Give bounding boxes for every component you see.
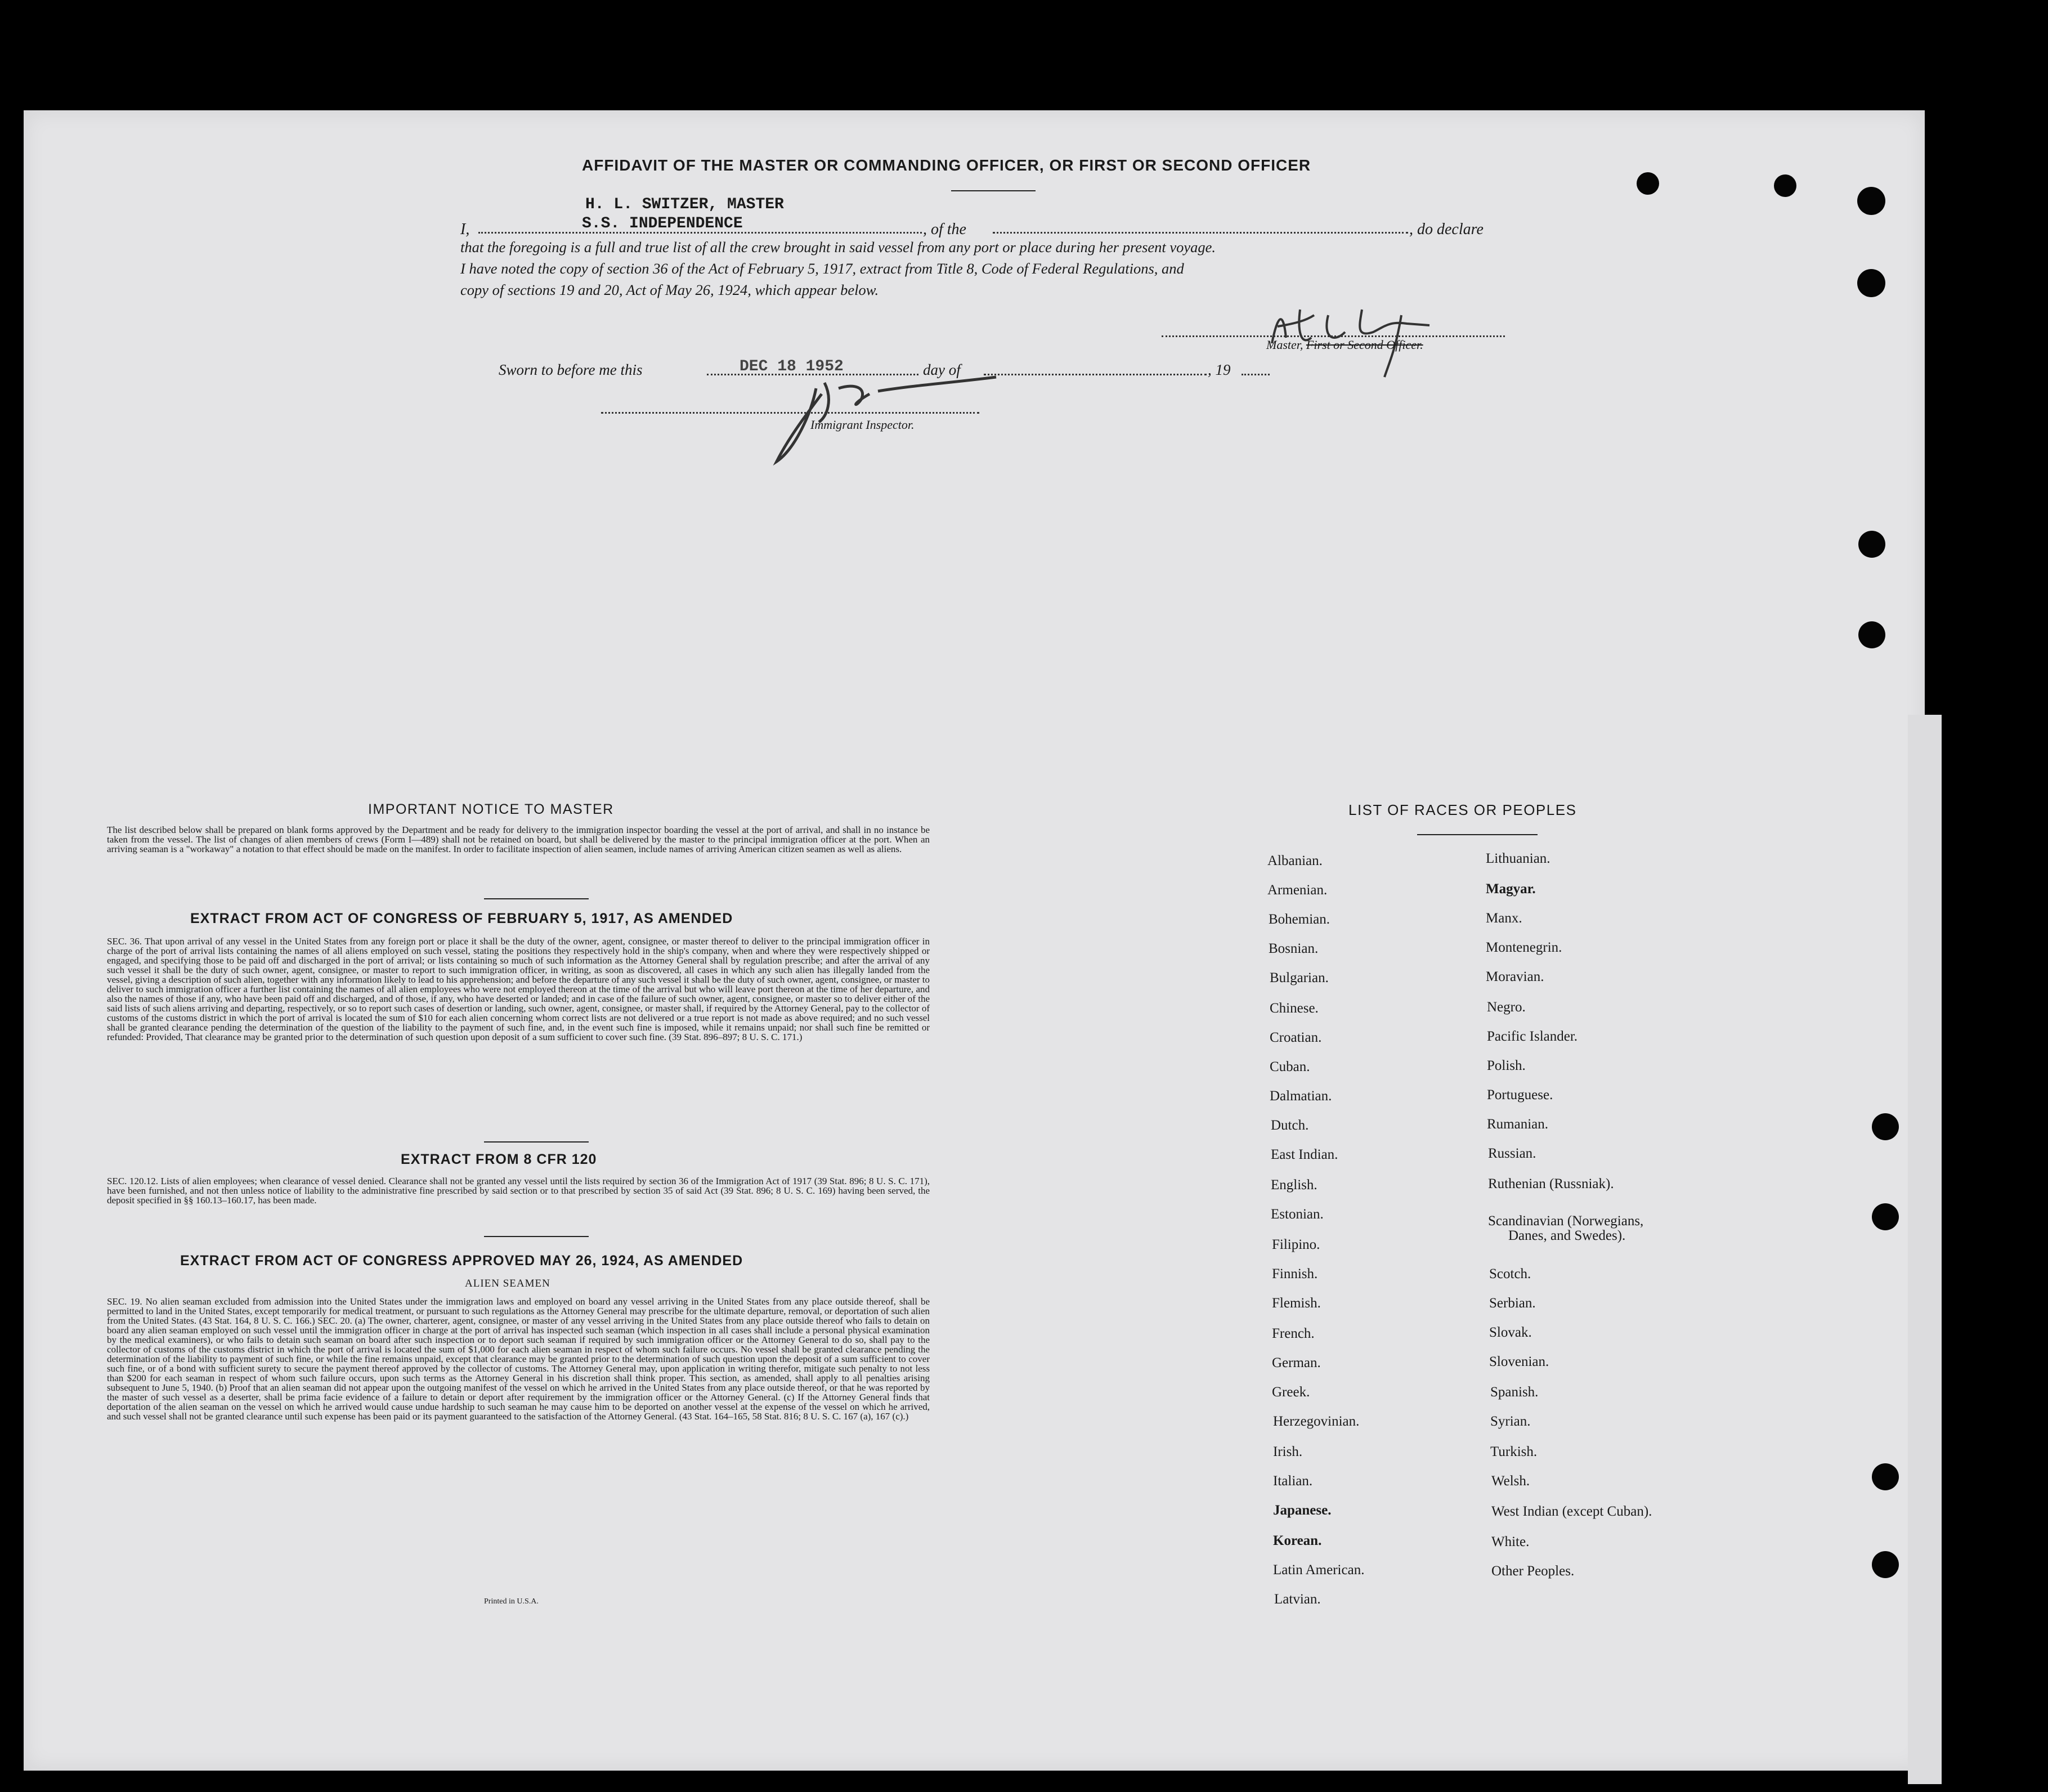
race-item: Scandinavian (Norwegians,: [1488, 1213, 1644, 1229]
notice-text: The list described below shall be prepared on blank forms approved by the Department and be ready for delivery to the immigration inspector boarding the vessel at the port of arrival, and shall in no instance be taken from the vessel. The list of changes of alien members of crews (Form I—489) shall not be retained on board, but shall be delivered by the master to the principal immigration officer at the port. When an arriving seaman is a "workaway" a notation to that effect should be made on the manifest. In order to facilitate inspection of alien seamen, include names of arriving American citizen seamen as well as aliens.: [107, 825, 930, 854]
inspector-signature-line: [601, 412, 979, 414]
affidavit-title: AFFIDAVIT OF THE MASTER OR COMMANDING OFFICER, OR FIRST OR SECOND OFFICER: [582, 156, 1311, 174]
race-item: Magyar.: [1486, 881, 1536, 897]
day-of-label: day of: [923, 361, 961, 378]
race-item: Moravian.: [1486, 969, 1544, 984]
punch-hole: [1857, 269, 1885, 297]
punch-hole: [1774, 174, 1796, 197]
race-item: Russian.: [1488, 1146, 1536, 1161]
race-item: Chinese.: [1270, 1001, 1319, 1016]
extract3-subtitle: ALIEN SEAMEN: [465, 1278, 550, 1289]
inspector-signature: [771, 355, 1086, 467]
divider: [484, 1236, 589, 1237]
race-item: Turkish.: [1490, 1444, 1538, 1459]
race-item: Albanian.: [1267, 853, 1323, 868]
printed-in-usa: Printed in U.S.A.: [484, 1597, 539, 1606]
master-caption-text: Master,: [1266, 338, 1306, 352]
affidavit-line-3: I have noted the copy of section 36 of the Act of February 5, 1917, extract from Title 8, Code of Federal Regulations, and: [460, 260, 1184, 277]
sworn-label: Sworn to before me this: [499, 361, 643, 378]
race-item: Filipino.: [1272, 1237, 1320, 1252]
race-item: Dutch.: [1271, 1118, 1309, 1133]
divider: [484, 1141, 589, 1143]
race-item: Japanese.: [1273, 1503, 1332, 1518]
race-item: Other Peoples.: [1491, 1563, 1575, 1579]
race-item: Korean.: [1273, 1533, 1322, 1548]
race-item: Syrian.: [1490, 1414, 1531, 1429]
race-item: Bohemian.: [1269, 912, 1330, 927]
affidavit-do-declare: , do declare: [1409, 221, 1484, 238]
race-item: Scotch.: [1489, 1266, 1531, 1282]
notice-title: IMPORTANT NOTICE TO MASTER: [368, 801, 614, 817]
divider: [484, 898, 589, 899]
punch-hole: [1858, 621, 1885, 648]
race-item: Spanish.: [1490, 1385, 1539, 1400]
race-item: Slovenian.: [1489, 1354, 1549, 1369]
extract3-title: EXTRACT FROM ACT OF CONGRESS APPROVED MAY 26, 1924, AS AMENDED: [180, 1253, 743, 1269]
race-item: Latin American.: [1273, 1562, 1365, 1578]
race-item: Montenegrin.: [1486, 940, 1562, 955]
race-item: Croatian.: [1270, 1030, 1322, 1045]
race-item: Armenian.: [1267, 882, 1328, 898]
year-prefix: , 19: [1208, 361, 1231, 378]
race-item: Irish.: [1273, 1444, 1303, 1459]
punch-hole: [1637, 172, 1659, 195]
race-item: Flemish.: [1272, 1296, 1321, 1311]
affidavit-line-2: that the foregoing is a full and true list of all the crew brought in said vessel from any port or place during her present voyage.: [460, 239, 1216, 256]
race-item: Lithuanian.: [1486, 851, 1550, 866]
master-caption-struck: First or Second Officer.: [1306, 338, 1423, 352]
typed-master-name: H. L. SWITZER, MASTER: [585, 196, 784, 213]
affidavit-i-label: I,: [460, 221, 470, 238]
punch-hole: [1872, 1463, 1899, 1490]
race-item: Danes, and Swedes).: [1508, 1228, 1626, 1243]
race-item: French.: [1272, 1326, 1315, 1341]
affidavit-of-the: , of the: [923, 221, 966, 238]
name-line: [478, 232, 922, 234]
race-item: Bosnian.: [1269, 941, 1319, 956]
races-divider: [1417, 834, 1538, 835]
race-item: Polish.: [1487, 1058, 1526, 1073]
year-line: [1242, 374, 1270, 375]
punch-hole: [1872, 1113, 1899, 1140]
punch-hole: [1857, 187, 1885, 215]
race-item: German.: [1272, 1355, 1321, 1370]
title-divider: [951, 190, 1036, 191]
date-stamp: DEC 18 1952: [740, 358, 844, 375]
race-item: Welsh.: [1491, 1473, 1530, 1489]
extract1-text: SEC. 36. That upon arrival of any vessel in the United States from any foreign port or place it shall be the duty of the owner, agent, consignee, or master thereof to deliver to the principal immigration officer in charge of the port of arrival lists containing the names of all aliens employed on such vessel, stating the positions they respectively hold in the ship's company, when and where they were respectively shipped or engaged, and specifying those to be paid off and discharged in the port of arrival; or lists containing so much of such information as the Attorney General shall by regulation prescribe; and after the arrival of any such vessel it shall be the duty of such owner, agent, consignee, or master to report to such immigration officer, in writing, as soon as discovered, all cases in which any such alien has illegally landed from the vessel, giving a description of such alien, together with any information likely to lead to his apprehension; and before the departure of any such vessel it shall be the duty of such owner, agent, consignee, or master to deliver to such immigration officer a further list containing the names of all alien employees who were not employed thereon at the time of the arrival but who will leave port thereon at the time of her departure, and also the names of those if any, who have been paid off and discharged, and of those, if any, who have deserted or landed; and in case of the failure of such owner, agent, consignee, or master so to deliver either of the said lists of such aliens arriving and departing, respectively, or so to report such cases of desertion or landing, such owner, agent, consignee, or master shall, if required by the Attorney General, pay to the collector of customs of the customs district in which the port of arrival is located the sum of $10 for each alien concerning whom correct lists are not delivered or a true report is not made as above required; and no such vessel shall be granted clearance pending the determination of the question of the liability to the payment of such fine, and, in the event such fine is imposed, while it remains unpaid; nor shall such fine be remitted or refunded: Provided, That clearance may be granted prior to the determination of such question upon deposit of a sum sufficient to cover such fine. (39 Stat. 896–897; 8 U. S. C. 171.): [107, 936, 930, 1042]
race-item: Rumanian.: [1487, 1117, 1549, 1132]
races-title: LIST OF RACES OR PEOPLES: [1348, 801, 1577, 818]
punch-hole: [1872, 1203, 1899, 1230]
punch-hole: [1872, 1551, 1899, 1578]
race-item: Manx.: [1486, 911, 1522, 926]
race-item: White.: [1491, 1534, 1530, 1549]
master-caption: [1266, 338, 1423, 352]
inspector-caption: Immigrant Inspector.: [810, 418, 915, 432]
vessel-line: [993, 232, 1408, 234]
race-item: Bulgarian.: [1270, 970, 1329, 985]
race-item: Slovak.: [1489, 1325, 1532, 1340]
typed-vessel-name: S.S. INDEPENDENCE: [582, 215, 743, 232]
race-item: Greek.: [1272, 1385, 1310, 1400]
race-item: Estonian.: [1271, 1207, 1324, 1222]
race-item: Herzegovinian.: [1273, 1414, 1360, 1429]
race-item: West Indian (except Cuban).: [1491, 1504, 1652, 1519]
race-item: Cuban.: [1270, 1059, 1310, 1074]
race-item: Serbian.: [1489, 1296, 1536, 1311]
race-item: Pacific Islander.: [1487, 1029, 1578, 1044]
race-item: Dalmatian.: [1270, 1088, 1332, 1104]
race-item: Finnish.: [1272, 1266, 1318, 1282]
extract2-title: EXTRACT FROM 8 CFR 120: [401, 1152, 597, 1167]
race-item: Ruthenian (Russniak).: [1488, 1176, 1614, 1191]
extract3-text: SEC. 19. No alien seaman excluded from admission into the United States under the immigration laws and employed on board any vessel arriving in the United States from any place outside thereof, shall be permitted to land in the United States, except temporarily for medical treatment, or pursuant to such regulations as the Attorney General may prescribe for the ultimate departure, removal, or deportation of such alien from the United States. (43 Stat. 164, 8 U. S. C. 166.) SEC. 20. (a) The owner, charterer, agent, consignee, or master of any vessel arriving in the United States from any place outside thereof who fails to detain on board any alien seaman employed on such vessel until the immigration officer in charge at the port of arrival has inspected such seaman (which inspection in all cases shall include a personal physical examination by the medical examiners), or who fails to detain such seaman on board after such inspection or to deport such seaman if required by such immigration officer or the Attorney General to do so, shall pay to the collector of customs of the customs district in which the port of arrival is located the sum of $1,000 for each alien seaman in respect of whom such failure occurs. No vessel shall be granted clearance pending the determination of the liability to payment of such fine, or while the fine remains unpaid, except that clearance may be granted prior to the determination of such question upon the deposit of a sum sufficient to cover such fine, or of a bond with sufficient surety to secure the payment thereof approved by the collector of customs. The Attorney General may, upon application in writing therefor, mitigate such penalty to not less than $200 for each seaman in respect of whom such failure occurs, upon such terms as the Attorney General in his discretion shall think proper. This section, as amended, shall apply to all penalties arising subsequent to June 5, 1940. (b) Proof that an alien seaman did not appear upon the outgoing manifest of the vessel on which he arrived in the United States from any place outside thereof, or that he was reported by the master of such vessel as a deserter, shall be prima facie evidence of a failure to detain or deport after requirement by the immigration officer or the Attorney General. (c) If the Attorney General finds that deportation of the alien seaman on the vessel on which he arrived would cause undue hardship to such seaman he may cause him to be deported on another vessel at the expense of the vessel on which he arrived, and such vessel shall not be granted clearance until such expense has been paid or its payment guaranteed to the satisfaction of the Attorney General. (43 Stat. 164–165, 58 Stat. 816; 8 U. S. C. 167 (a), 167 (c).): [107, 1296, 930, 1422]
page-fold-shadow: [1908, 715, 1942, 1784]
extract2-text: SEC. 120.12. Lists of alien employees; when clearance of vessel denied. Clearance shall not be granted any vessel until the lists required by section 36 of the Immigration Act of 1917 (39 Stat. 896; 8 U. S. C. 171), have been furnished, and not then unless notice of liability to the administrative fine prescribed by said section or to that prescribed by section 35 of said Act (39 Stat. 896; 8 U. S. C. 169) having been served, the deposit specified in §§ 160.13–160.17, has been made.: [107, 1176, 930, 1206]
race-item: Negro.: [1487, 1000, 1526, 1015]
extract1-title: EXTRACT FROM ACT OF CONGRESS OF FEBRUARY 5, 1917, AS AMENDED: [190, 911, 733, 926]
affidavit-line-4: copy of sections 19 and 20, Act of May 26, 1924, which appear below.: [460, 281, 879, 298]
race-item: English.: [1271, 1177, 1317, 1193]
race-item: Latvian.: [1274, 1592, 1321, 1607]
race-item: East Indian.: [1271, 1147, 1338, 1162]
punch-hole: [1858, 531, 1885, 558]
race-item: Italian.: [1273, 1473, 1313, 1489]
race-item: Portuguese.: [1487, 1087, 1553, 1103]
